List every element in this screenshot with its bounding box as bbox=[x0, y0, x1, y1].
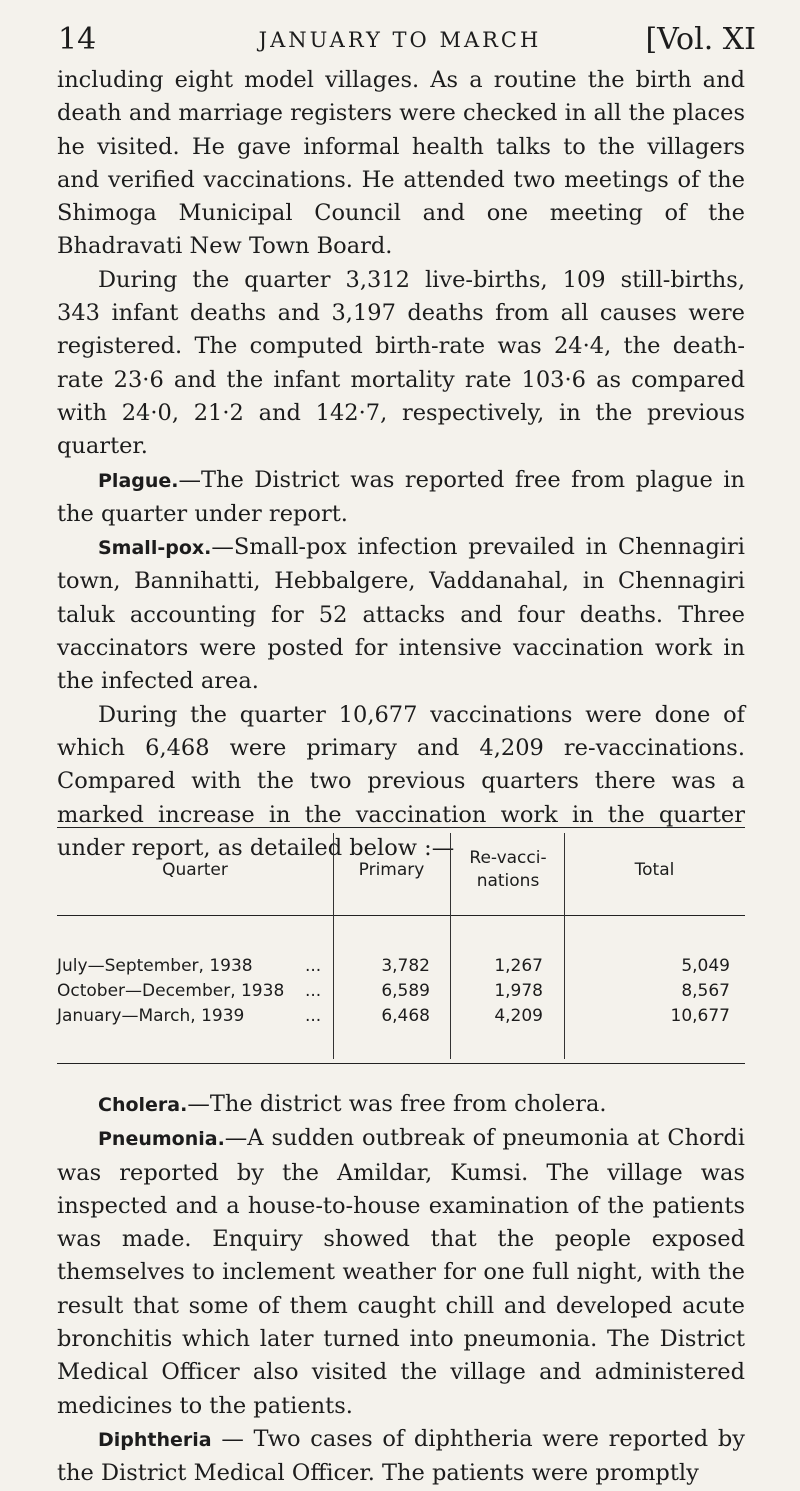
body-text-top bbox=[57, 64, 745, 865]
table-cell-primary: 6,589 bbox=[381, 981, 430, 1001]
body-text-bottom bbox=[57, 1088, 745, 1491]
table-top-rule bbox=[57, 827, 745, 828]
section-heading: Cholera. bbox=[98, 1094, 188, 1116]
table-cell-primary: 3,782 bbox=[381, 956, 430, 976]
table-header-rule bbox=[57, 915, 745, 916]
paragraph: During the quarter 10,677 vaccinations were done of which 6,468 were primary and 4,209 re-vaccinations. Compared with the two previous quarters there was a marked increase in the vaccination work in the quarter under report, as detailed below :— bbox=[57, 701, 745, 861]
table-row-quarter: January—March, 1939 bbox=[57, 1006, 245, 1026]
table-cell-revaccinations: 4,209 bbox=[494, 1006, 543, 1026]
paragraph-diphtheria: Diphtheria — Two cases of diphtheria were reported by the District Medical Officer. The patients were promptly bbox=[57, 1425, 745, 1487]
section-heading: Plague. bbox=[98, 469, 179, 492]
table-cell-total: 10,677 bbox=[670, 1006, 730, 1026]
page-number: 14 bbox=[58, 22, 97, 57]
table-cell-primary: 6,468 bbox=[381, 1006, 430, 1026]
volume-label: [Vol. XI bbox=[645, 22, 756, 57]
table-cell-revaccinations: 1,267 bbox=[494, 956, 543, 976]
table-cell-total: 5,049 bbox=[681, 956, 730, 976]
leader-dots: ... bbox=[305, 956, 322, 976]
section-heading: Pneumonia. bbox=[98, 1128, 225, 1151]
running-title: JANUARY TO MARCH bbox=[258, 28, 542, 52]
column-header-quarter: Quarter bbox=[162, 860, 228, 880]
paragraph: During the quarter 3,312 live-births, 109 still-births, 343 infant deaths and 3,197 deaths from all causes were registered. The computed birth-rate was 24·4, the death-rate 23·6 and the infant mortality rate 103·6 as compared with 24·0, 21·2 and 142·7, respectively, in the previous quarter. bbox=[57, 266, 745, 460]
vaccination-table bbox=[57, 827, 745, 1065]
table-bottom-rule bbox=[57, 1063, 745, 1064]
section-heading: Small-pox. bbox=[98, 537, 212, 560]
table-cell-total: 8,567 bbox=[681, 981, 730, 1001]
column-header-total: Total bbox=[634, 860, 675, 880]
leader-dots: ... bbox=[305, 981, 322, 1001]
table-row-quarter: July—September, 1938 bbox=[57, 956, 253, 976]
paragraph-pneumonia: Pneumonia.—A sudden outbreak of pneumonia at Chordi was reported by the Amildar, Kumsi. The village was inspected and a house-to-house examination of the patients was made. Enquiry showed that the people exposed themselves to inclement weather for one full night, with the result that some of them caught chill and developed acute bronchitis which later turned into pneumonia. The District Medical Officer also visited the village and administered medicines to the patients. bbox=[57, 1125, 745, 1419]
paragraph-smallpox: Small-pox.—Small-pox infection prevailed in Chennagiri town, Bannihatti, Hebbalgere, Vaddanahal, in Chennagiri taluk accounting for 52 attacks and four deaths. Three vaccinators were posted for intensive vaccination work in the infected area. bbox=[57, 534, 745, 695]
table-cell-revaccinations: 1,978 bbox=[494, 981, 543, 1001]
column-header-revaccinations: Re-vacci- nations bbox=[469, 848, 547, 891]
paragraph-plague: Plague.—The District was reported free from plague in the quarter under report. bbox=[57, 466, 745, 527]
paragraph-cholera: Cholera.—The district was free from cholera. bbox=[98, 1091, 607, 1117]
page-header bbox=[36, 22, 764, 62]
leader-dots: ... bbox=[305, 1006, 322, 1026]
section-heading: Diphtheria bbox=[98, 1428, 212, 1451]
paragraph: including eight model villages. As a routine the birth and death and marriage registers were checked in all the places he visited. He gave informal health talks to the villagers and verified vaccinations. He attended two meetings of the Shimoga Municipal Council and one meeting of the Bhadravati New Town Board. bbox=[57, 67, 745, 260]
table-row-quarter: October—December, 1938 bbox=[57, 981, 285, 1001]
column-header-primary: Primary bbox=[358, 860, 425, 880]
